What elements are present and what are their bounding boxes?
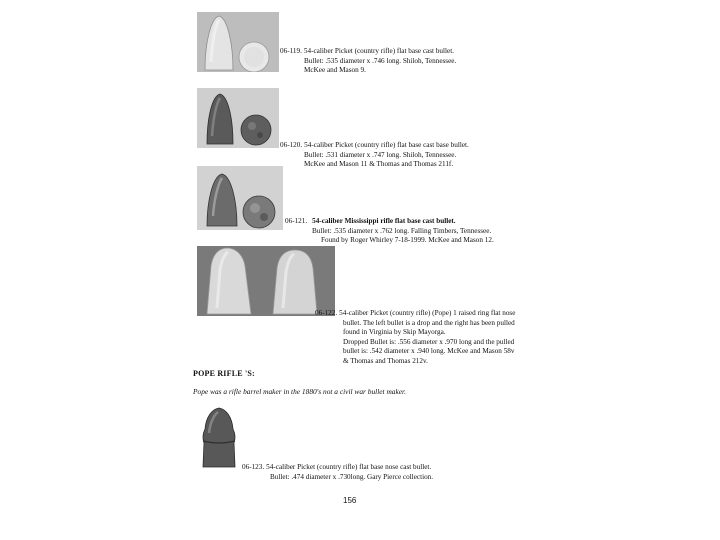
- entry-number: 06-123.: [242, 463, 265, 471]
- caption-line: found in Virginia by Skip Mayorga.: [343, 328, 446, 337]
- bullet-photo-06-120: [197, 88, 279, 148]
- bullet-photo-06-121: [197, 166, 283, 230]
- bullet-image: [197, 12, 279, 72]
- caption-06-123: [242, 463, 433, 482]
- caption-line: McKee and Mason 9.: [304, 66, 366, 75]
- caption-06-120: [280, 141, 469, 170]
- bullet-image: [197, 246, 338, 317]
- caption-line: Bullet: .535 diameter x .762 long. Falling Timbers, Tennessee.: [312, 226, 492, 235]
- caption-line: Dropped Bullet is: .556 diameter x .970 long and the pulled: [343, 337, 515, 346]
- bullet-photo-06-123: [196, 403, 242, 469]
- caption-line: McKee and Mason 11 & Thomas and Thomas 211f.: [304, 160, 454, 169]
- caption-line: Bullet: .531 diameter x .747 long. Shiloh, Tennessee.: [304, 150, 457, 159]
- caption-line: 54-caliber Picket (country rifle) (Pope) 1 raised ring flat nose: [339, 309, 516, 317]
- section-heading: POPE RIFLE 'S:: [193, 369, 255, 378]
- caption-line: Found by Roger Whirley 7-18-1999. McKee and Mason 12.: [321, 236, 494, 245]
- entry-number: 06-121.: [285, 217, 308, 225]
- caption-06-121: [285, 217, 494, 246]
- bullet-photo-06-122: [197, 246, 338, 317]
- section-note: Pope was a rifle barrel maker in the 1880's not a civil war bullet maker.: [193, 387, 406, 396]
- caption-line: bullet is: .542 diameter x .940 long. McKee and Mason 58v: [343, 347, 515, 356]
- bullet-photo-06-119: [197, 12, 279, 72]
- caption-line: bullet. The left bullet is a drop and the right has been pulled: [343, 318, 515, 327]
- caption-line: 54-caliber Mississippi rifle flat base cast bullet.: [312, 217, 456, 225]
- caption-line: 54-caliber Picket (country rifle) flat base cast bullet.: [303, 47, 454, 55]
- caption-line: 54-caliber Picket (country rifle) flat base nose cast bullet.: [266, 463, 432, 471]
- entry-number: 06-122.: [315, 309, 338, 317]
- caption-line: & Thomas and Thomas 212v.: [343, 356, 428, 365]
- entry-number: 06-119.: [280, 47, 302, 55]
- caption-line: Bullet: .474 diameter x .730long. Gary Pierce collection.: [270, 472, 434, 481]
- caption-06-122: [315, 309, 515, 367]
- entry-number: 06-120.: [280, 141, 303, 149]
- caption-06-119: [280, 47, 456, 76]
- page-number: 156: [343, 496, 357, 505]
- bullet-image: [197, 88, 279, 148]
- caption-line: Bullet: .535 diameter x .746 long. Shiloh, Tennessee.: [304, 56, 457, 65]
- caption-line: 54-caliber Picket (country rifle) flat base cast base bullet.: [304, 141, 469, 149]
- bullet-image: [196, 403, 242, 469]
- bullet-image: [197, 166, 283, 230]
